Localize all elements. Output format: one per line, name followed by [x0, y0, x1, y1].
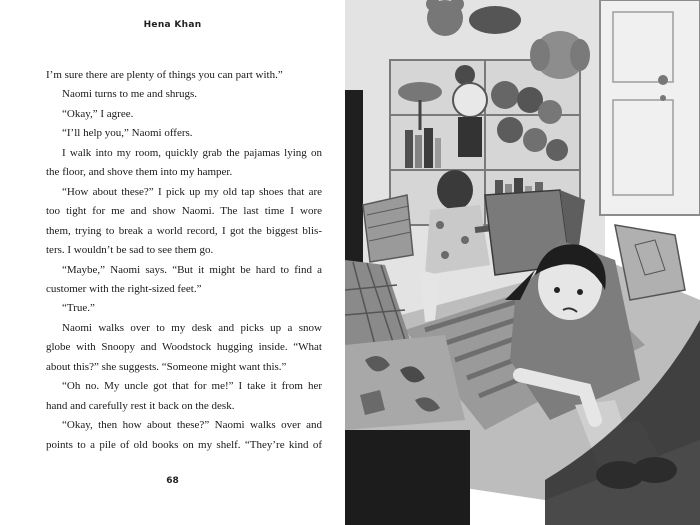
text-line: “Oh no. My uncle got that for me!” I take it from her [62, 380, 322, 393]
bedroom-illustration [345, 0, 700, 525]
gumball-machine [453, 83, 487, 157]
text-line: Naomi turns to me and shrugs. [62, 88, 198, 101]
text-line: I walk into my room, quickly grab the pajamas lying on [62, 146, 322, 159]
text-line: “Okay,” I agree. [62, 107, 134, 120]
text-line: “I’ll help you,” Naomi offers. [62, 127, 193, 140]
text-line: “True.” [62, 302, 95, 315]
text-line: “Okay, then how about these?” Naomi walks over and [62, 419, 322, 432]
running-header-author: Hena Khan [143, 20, 202, 30]
naomi-dress [425, 205, 490, 275]
text-line: the floor, and shove them into my hamper. [46, 166, 233, 179]
text-line: globe with Snoopy and Woodstock hugging inside. “What [46, 341, 322, 354]
text-line: “How about these?” I pick up my old tap shoes that are [62, 185, 322, 198]
text-line: about this?” she suggests. “Someone might want this.” [46, 360, 287, 373]
patterned-blanket [345, 335, 470, 525]
body-text [46, 66, 322, 455]
door-knob [658, 75, 668, 85]
bedroom-door [600, 0, 700, 215]
text-page [0, 0, 345, 525]
illustration-page [345, 0, 700, 525]
text-line: Naomi walks over to my desk and picks up a snow [62, 321, 322, 334]
text-line: ters. I wouldn’t be sad to see them go. [46, 244, 214, 257]
text-line: too tight for me and show Naomi. The last time I wore [46, 205, 322, 218]
text-line: customer with the right-sized feet.” [46, 282, 202, 295]
page-number: 68 [166, 476, 179, 486]
bed-frame [345, 430, 470, 525]
text-line: them, trying to break a world record, I got the biggest blis- [46, 224, 322, 237]
naomi-hair [437, 170, 473, 210]
text-line: hand and carefully rest it back on the desk. [46, 399, 235, 412]
text-line: “Maybe,” Naomi says. “But it might be hard to find a [62, 263, 322, 276]
text-line: points to a pile of old books on my shelf. “They’re kind of [46, 438, 322, 451]
laundry-basket [363, 195, 413, 262]
text-line: I’m sure there are plenty of things you can part with.” [46, 69, 283, 81]
